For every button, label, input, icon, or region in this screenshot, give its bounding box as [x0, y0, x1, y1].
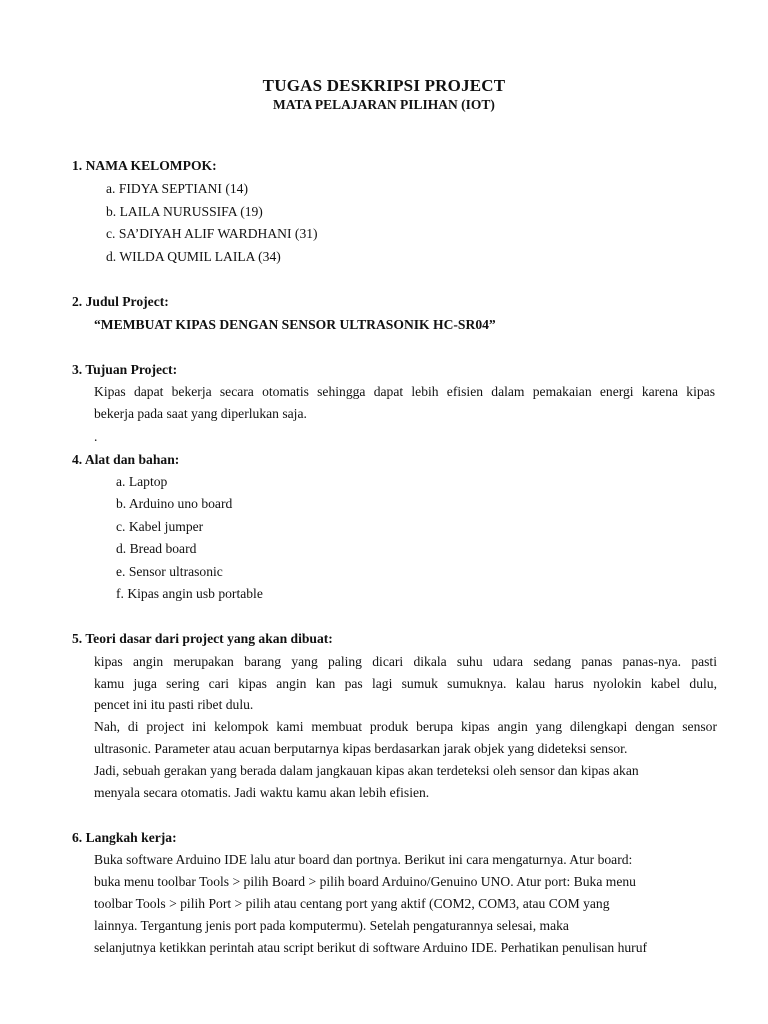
section-4-heading: 4. Alat dan bahan: — [72, 452, 180, 467]
section-6-heading: 6. Langkah kerja: — [72, 830, 177, 845]
paragraph-line: toolbar Tools > pilih Port > pilih atau centang port yang aktif (COM2, COM3, atau COM yang — [94, 896, 610, 911]
member-item: a. FIDYA SEPTIANI (14) — [106, 181, 248, 196]
paragraph-line: . — [94, 429, 98, 444]
material-item: e. Sensor ultrasonic — [116, 564, 223, 579]
paragraph-line: bekerja pada saat yang diperlukan saja. — [94, 406, 307, 421]
document-title: TUGAS DESKRIPSI PROJECT — [262, 76, 506, 95]
paragraph-line: buka menu toolbar Tools > pilih Board > pilih board Arduino/Genuino UNO. Atur port: Buka menu — [94, 874, 636, 889]
material-item: d. Bread board — [116, 541, 197, 556]
paragraph-line: ultrasonic. Parameter atau acuan berputarnya kipas berdasarkan jarak objek yang dideteksi sensor. — [94, 741, 628, 756]
section-2-heading: 2. Judul Project: — [72, 294, 169, 309]
paragraph-line: kamu juga sering cari kipas angin kan pas lagi sumuk sumuknya. kalau harus nyolokin kabel dulu, — [94, 676, 717, 691]
section-5-heading: 5. Teori dasar dari project yang akan dibuat: — [72, 631, 333, 646]
member-item: b. LAILA NURUSSIFA (19) — [106, 204, 263, 219]
material-item: b. Arduino uno board — [116, 496, 233, 511]
paragraph-line: lainnya. Tergantung jenis port pada komputermu). Setelah pengaturannya selesai, maka — [94, 918, 569, 933]
member-item: d. WILDA QUMIL LAILA (34) — [106, 249, 281, 264]
paragraph-line: Jadi, sebuah gerakan yang berada dalam jangkauan kipas akan terdeteksi oleh sensor dan kipas akan — [94, 763, 639, 778]
paragraph-line: Nah, di project ini kelompok kami membuat produk berupa kipas angin yang dilengkapi dengan sensor — [94, 719, 717, 734]
material-item: f. Kipas angin usb portable — [116, 586, 263, 601]
paragraph-line: Buka software Arduino IDE lalu atur board dan portnya. Berikut ini cara mengaturnya. Atur board: — [94, 852, 633, 867]
material-item: a. Laptop — [116, 474, 168, 489]
paragraph-line: Kipas dapat bekerja secara otomatis sehingga dapat lebih efisien dalam pemakaian energi karena kipas — [94, 384, 715, 399]
project-title: “MEMBUAT KIPAS DENGAN SENSOR ULTRASONIK HC-SR04” — [94, 317, 496, 332]
paragraph-line: pencet ini itu pasti ribet dulu. — [94, 697, 254, 712]
member-item: c. SA’DIYAH ALIF WARDHANI (31) — [106, 226, 318, 241]
document-subtitle: MATA PELAJARAN PILIHAN (IOT) — [273, 97, 495, 112]
section-1-heading: 1. NAMA KELOMPOK: — [72, 158, 217, 173]
paragraph-line: kipas angin merupakan barang yang paling dicari dikala suhu udara sedang panas panas-nya. pasti — [94, 654, 717, 669]
paragraph-line: selanjutnya ketikkan perintah atau script berikut di software Arduino IDE. Perhatikan penulisan huruf — [94, 940, 648, 955]
paragraph-line: menyala secara otomatis. Jadi waktu kamu akan lebih efisien. — [94, 785, 430, 800]
material-item: c. Kabel jumper — [116, 519, 204, 534]
section-3-heading: 3. Tujuan Project: — [72, 362, 178, 377]
